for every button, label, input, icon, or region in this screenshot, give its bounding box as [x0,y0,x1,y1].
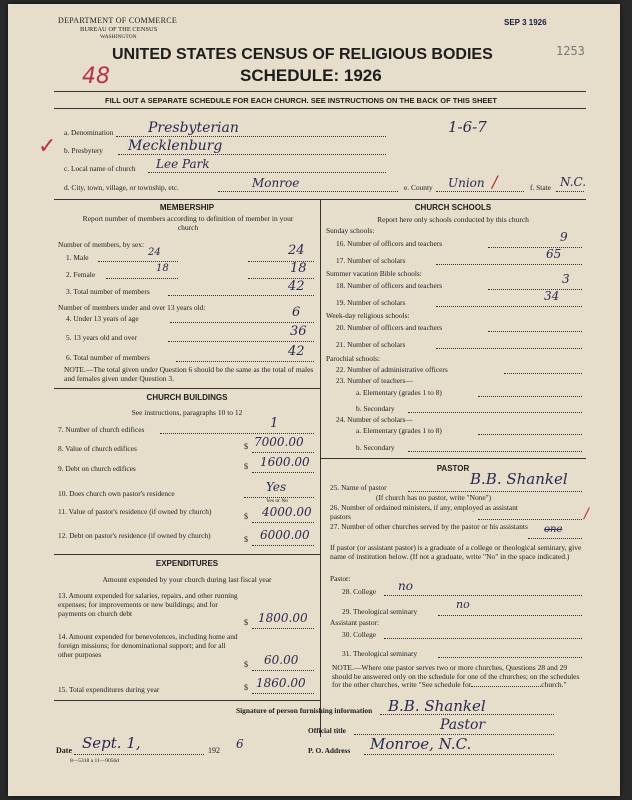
q9-value[interactable]: 1600.00 [260,455,310,469]
q23-label: 23. Number of teachers— [336,376,413,385]
presbytery-label: b. Presbytery [64,146,103,155]
official-title-label: Official title [308,726,346,735]
q3-label: 3. Total number of members [66,287,150,296]
q5-value[interactable]: 36 [290,324,307,339]
stamp-number: 1253 [556,44,585,58]
q14-label: 14. Amount expended for benevolences, including home and foreign missions; for denominational support; and for all other purposes [58,632,238,659]
q23a-label: a. Elementary (grades 1 to 8) [356,388,442,397]
parochial-schools-label: Parochial schools: [326,354,380,363]
census-schedule-sheet: DEPARTMENT OF COMMERCE BUREAU OF THE CENSUS WASHINGTON UNITED STATES CENSUS OF RELIGIOUS BODIES SCHEDULE: 1926 SEP 3 1926 1253 48 FILL OUT A SEPARATE SCHEDULE FOR EACH CHURCH. SEE INSTRUCTIONS ON THE BACK OF THIS SHEET a. Denomination Presbyterian 1-6-7 b. Presbytery Mecklenburg c. Local name of church Lee Park d. City, town, village, or township, etc. Monroe e. County Union / f. State N.C. ✓ MEMBERSHIP Report number of members according to definition of member in your church Number of members, by sex: 1. Male 24 24 2. Female 18 18 3. Total number of members 42 Number of members under and over 13 years old: 4. Under 13 years of age 6 5. 13 years old and over 36 6. Total number of members 42 NOTE.—The total given under Question 6 should be the same as the total of males and females given under Question 3. CHURCH BUILDINGS See instructions, paragraphs 10 to 12 7. Number of church edifices 1 8. Value of church edifices $ 7000.00 9. Debt on church edifices $ 1600.00 10. Does church own pastor's residence Yes Yes or No 11. Value of pastor's residence (if owned by church) $ 4000.00 12. Debt on pastor's residence (if owned by church) $ 6000.00 EXPENDITURES Amount expended by your church during last fiscal year 13. Amount expended for salaries, repairs, and other running expenses; for improvements or new buildings; and for payments on church debt $ 1800.00 14. Amount expended for benevolences, including home and foreign missions; for denominational support; and for all other purposes $ 60.00 15. Total expenditures during year $ 1860.00 CHURCH SCHOOLS Report here only schools conducted by this church Sunday schools: 16. Number of officers and teachers 9 17. Number of scholars 65 Summer vacation Bible schools: 18. Number of officers and teachers 3 19. Number of scholars 34 Week-day religious schools: 20. Number of officers and teachers 21. Number of scholars Parochial schools: 22. Number of administrative officers 23. Number of teachers— a. Elementary (grades 1 to 8) b. Secondary 24. Number of scholars— a. Elementary (grades 1 to 8) b. Secondary PASTOR 25. Name of pastor B.B. Shankel (If church has no pastor, write "None") 26. Number of ordained ministers, if any, employed as assistant pastors 27. Number of other churches served by the pastor or his assistants one / If pastor (or assistant pastor) is a graduate of a college or theological seminary, give name of institution below. (If not a graduate, write "No" in the space indicated.) Pastor: 28. College no 29. Theological seminary no Assistant pastor: 30. College 31. Theological seminary NOTE.—Where one pastor serves two or more churches, Questions 28 and 29 should be answered only on the schedule for one of the churches; on the schedules for the other churches, write "See schedule for church." Signature of person furnishing information B.B. Shankel Official title Pastor Date Sept. 1, 192 6 P. O. Address Monroe, N.C. 8—5318 a 11—9056d [8,4,620,796]
q17-label: 17. Number of scholars [336,256,406,265]
q25-note: (If church has no pastor, write "None") [376,493,492,502]
county-value[interactable]: Union [448,176,485,190]
q14-value[interactable]: 60.00 [264,653,299,667]
q8-label: 8. Value of church edifices [58,444,137,453]
year-prefix: 192 [208,746,220,755]
q6-label: 6. Total number of members [66,353,150,362]
q7-label: 7. Number of church edifices [58,425,145,434]
q1-value[interactable]: 24 [288,243,305,258]
pastor-subheading: Pastor: [330,574,351,583]
buildings-intro: See instructions, paragraphs 10 to 12 [131,408,243,417]
q8-value[interactable]: 7000.00 [254,435,304,449]
membership-heading: MEMBERSHIP [159,203,215,212]
q2-aside: 18 [156,263,169,274]
schools-intro: Report here only schools conducted by this church [377,215,529,224]
q13-label: 13. Amount expended for salaries, repairs, and other running expenses; for improvements or new buildings; and for payments on church debt [58,591,238,618]
denomination-value[interactable]: Presbyterian [148,120,239,136]
q17-value[interactable]: 65 [546,247,562,261]
state-label: f. State [530,183,551,192]
q21-label: 21. Number of scholars [336,340,406,349]
q22-label: 22. Number of administrative officers [336,365,448,374]
q10-value[interactable]: Yes [266,480,287,494]
red-check-mark-q27: / [584,506,589,522]
q20-label: 20. Number of officers and teachers [336,323,443,332]
q16-value[interactable]: 9 [560,230,568,244]
date-value[interactable]: Sept. 1, [82,734,141,752]
q27-label: 27. Number of other churches served by the pastor or his assistants [330,522,528,531]
q11-label: 11. Value of pastor's residence (if owned by church) [58,507,212,516]
county-label: e. County [404,183,433,192]
q23b-label: b. Secondary [356,404,395,413]
po-address-value[interactable]: Monroe, N.C. [370,735,472,753]
q24-label: 24. Number of scholars— [336,415,413,424]
q25-value[interactable]: B.B. Shankel [470,470,568,488]
q25-label: 25. Name of pastor [330,483,387,492]
q18-label: 18. Number of officers and teachers [336,281,443,290]
q2-label: 2. Female [66,270,96,279]
q4-value[interactable]: 6 [292,305,301,320]
membership-note: NOTE.—The total given under Question 6 should be the same as the total of males and females given under Question 3. [64,365,314,383]
weekday-schools-label: Week-day religious schools: [326,311,410,320]
q27-value[interactable]: one [544,524,563,535]
q9-label: 9. Debt on church edifices [58,464,136,473]
church-name-label: c. Local name of church [64,164,136,173]
city-value[interactable]: Monroe [252,176,300,190]
q2-value[interactable]: 18 [290,261,307,276]
q5-label: 5. 13 years old and over [66,333,138,342]
q7-value[interactable]: 1 [270,416,279,431]
red-mark-number: 48 [82,64,110,89]
city-field-label: d. City, town, village, or township, etc. [64,183,179,192]
q19-label: 19. Number of scholars [336,298,406,307]
age-intro-label: Number of members under and over 13 years old: [58,303,206,312]
q3-value[interactable]: 42 [288,279,305,294]
po-address-label: P. O. Address [308,746,351,755]
q26-label: 26. Number of ordained ministers, if any, employed as assistant pastors [330,503,518,521]
q10-hint: Yes or No [266,498,289,504]
official-title-value[interactable]: Pastor [440,717,486,733]
q10-label: 10. Does church own pastor's residence [58,489,175,498]
membership-intro: Report number of members according to definition of member in your church [82,214,294,232]
pastor-note: NOTE.—Where one pastor serves two or more churches, Questions 28 and 29 should be answered only on the schedule for one of the churches; on the schedules for the other churches, write "See schedule for church." [332,663,580,689]
signature-value[interactable]: B.B. Shankel [388,697,486,715]
q28-value[interactable]: no [398,579,413,593]
form-subtitle: SCHEDULE: 1926 [240,66,382,85]
denomination-code: 1-6-7 [448,118,487,136]
q11-value[interactable]: 4000.00 [262,505,312,519]
date-label: Date [56,746,72,755]
members-by-sex-label: Number of members, by sex: [58,240,144,249]
bureau-label: BUREAU OF THE CENSUS [80,26,158,33]
q31-label: 31. Theological seminary [342,649,418,658]
q15-value[interactable]: 1860.00 [256,676,306,690]
q30-label: 30. College [342,630,377,639]
red-check-mark: ✓ [38,134,57,159]
form-title: UNITED STATES CENSUS OF RELIGIOUS BODIES [112,46,493,63]
q1-aside: 24 [148,247,161,258]
year-digit[interactable]: 6 [236,737,244,751]
q19-value[interactable]: 34 [544,289,560,303]
q24b-label: b. Secondary [356,443,395,452]
church-name-value[interactable]: Lee Park [156,157,210,171]
form-instruction: FILL OUT A SEPARATE SCHEDULE FOR EACH CHURCH. SEE INSTRUCTIONS ON THE BACK OF THIS SHEET [105,96,497,105]
q1-label: 1. Male [66,253,89,262]
red-check-mark-county: / [492,172,498,191]
schools-heading: CHURCH SCHOOLS [414,203,492,212]
expenditures-heading: EXPENDITURES [155,559,219,568]
q12-label: 12. Debt on pastor's residence (if owned by church) [58,531,211,540]
q4-label: 4. Under 13 years of age [66,314,139,323]
q29-value[interactable]: no [456,598,470,611]
q16-label: 16. Number of officers and teachers [336,239,443,248]
q6-value[interactable]: 42 [288,344,305,359]
signature-label: Signature of person furnishing information [236,706,373,715]
graduation-note: If pastor (or assistant pastor) is a graduate of a college or theological seminary, give name of institution below. (If not a graduate, write "No" in the space indicated.) [330,543,582,561]
pastor-heading: PASTOR [436,464,470,473]
q24a-label: a. Elementary (grades 1 to 8) [356,426,442,435]
department-label: DEPARTMENT OF COMMERCE [58,16,178,25]
sunday-schools-label: Sunday schools: [326,226,375,235]
received-stamp: SEP 3 1926 [504,18,547,27]
state-value[interactable]: N.C. [560,175,587,189]
q15-label: 15. Total expenditures during year [58,685,160,694]
q13-value[interactable]: 1800.00 [258,611,308,625]
denomination-label: a. Denomination [64,128,114,137]
summer-schools-label: Summer vacation Bible schools: [326,269,422,278]
city-label: WASHINGTON [100,34,137,40]
q18-value[interactable]: 3 [562,272,570,286]
print-code: 8—5318 a 11—9056d [70,758,119,764]
presbytery-value[interactable]: Mecklenburg [128,138,223,154]
buildings-heading: CHURCH BUILDINGS [146,393,228,402]
expenditures-intro: Amount expended by your church during last fiscal year [102,575,272,584]
q29-label: 29. Theological seminary [342,607,418,616]
q28-label: 28. College [342,587,377,596]
q12-value[interactable]: 6000.00 [260,528,310,542]
assistant-subheading: Assistant pastor: [330,618,380,627]
